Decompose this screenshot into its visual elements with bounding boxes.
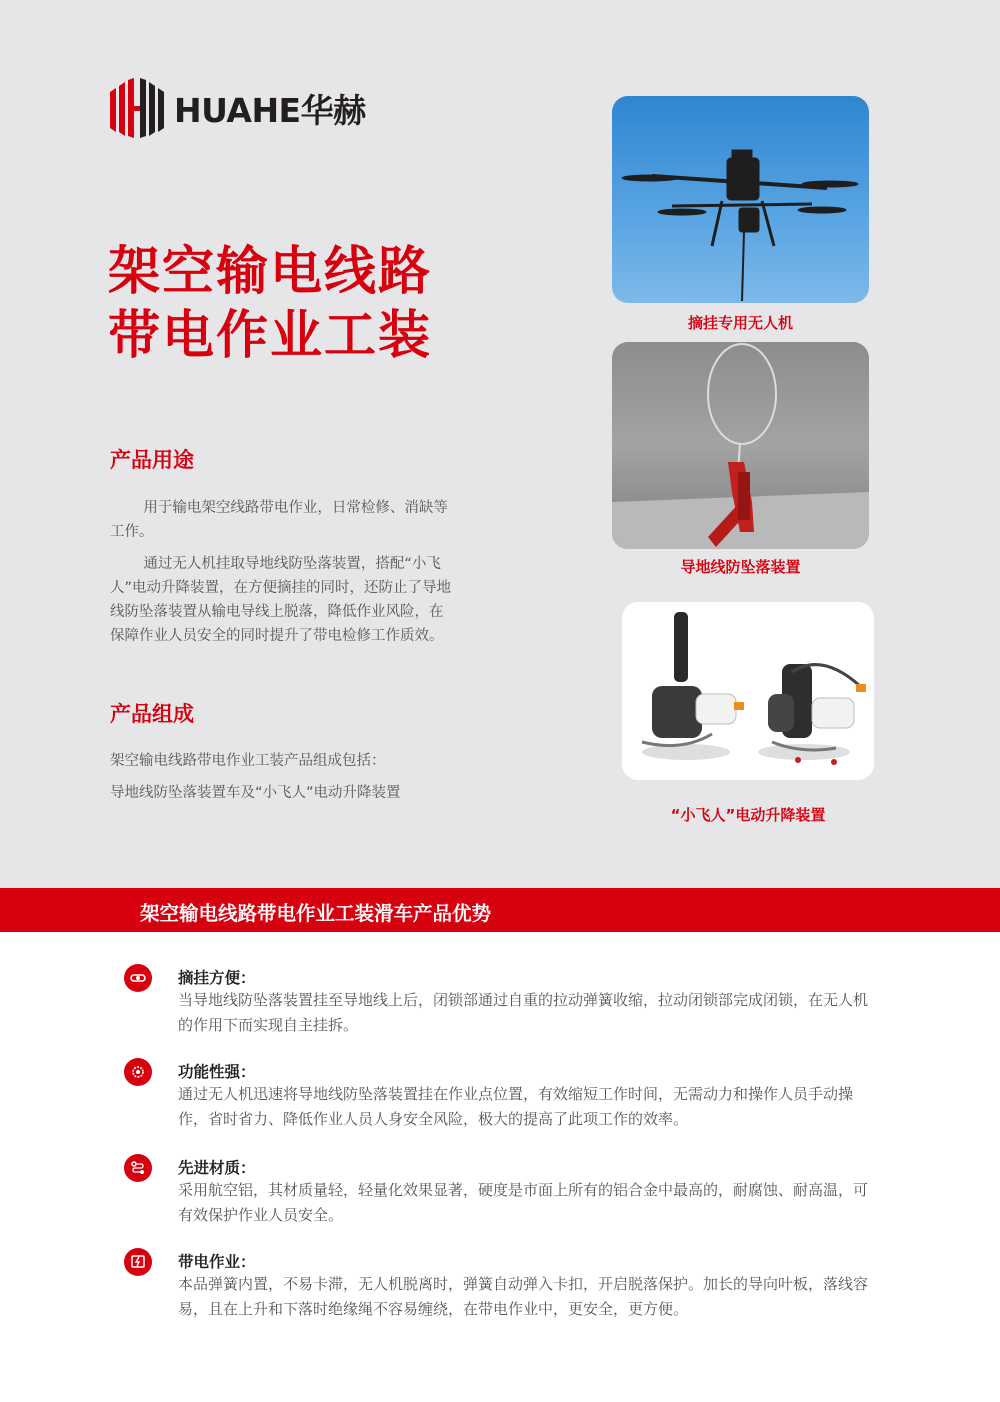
drone-caption: 摘挂专用无人机 (687, 314, 793, 332)
brand-logo (110, 78, 366, 138)
advantage-title: 先进材质： (178, 1159, 256, 1177)
huahe-logo-icon (110, 78, 164, 138)
hook-device-photo (612, 342, 869, 549)
advantage-title: 摘挂方便： (178, 969, 256, 987)
composition-line-2: 导地线防坠落装置车及“小飞人”电动升降装置 (110, 785, 401, 801)
advantage-item-easy-hang (124, 964, 884, 1034)
advantage-item-live-work (124, 1248, 884, 1318)
composition-line-1: 架空输电线路带电作业工装产品组成包括： (110, 753, 386, 769)
advantage-title: 功能性强： (178, 1063, 256, 1081)
lift-device-photo (622, 602, 874, 780)
route-icon (124, 1154, 152, 1182)
usage-paragraph-2: 通过无人机挂取导地线防坠落装置，搭配“小飞人”电动升降装置，在方便摘挂的同时，还防止了导地线防坠落装置从输电导线上脱落，降低作业风险，在保障作业人员安全的同时提升了带电检修工作质效。 (110, 556, 452, 644)
pulley-icon (124, 964, 152, 992)
advantage-item-material (124, 1154, 884, 1224)
hook-device-icon (612, 342, 869, 549)
composition-heading: 产品组成 (110, 702, 194, 726)
page-title: 架空输电线路 带电作业工装 (108, 242, 433, 366)
brand-name: HUAHE华赫 (174, 90, 366, 130)
drone-icon (612, 96, 869, 303)
advantage-text: 采用航空铝，其材质量轻，轻量化效果显著，硬度是市面上所有的铝合金中最高的，耐腐蚀、耐高温，可有效保护作业人员安全。 (178, 1181, 869, 1224)
voltage-icon (124, 1248, 152, 1276)
hook-device-caption: 导地线防坠落装置 (680, 558, 801, 576)
gear-icon (124, 1058, 152, 1086)
drone-photo (612, 96, 869, 303)
advantage-text: 当导地线防坠落装置挂至导地线上后，闭锁部通过自重的拉动弹簧收缩，拉动闭锁部完成闭锁，在无人机的作用下而实现自主挂拆。 (178, 991, 869, 1034)
lift-device-icon (622, 602, 874, 780)
advantage-item-functional (124, 1058, 884, 1128)
advantage-text: 本品弹簧内置，不易卡滞，无人机脱离时，弹簧自动弹入卡扣，开启脱落保护。加长的导向叶板，落线容易，且在上升和下落时绝缘绳不容易缠绕，在带电作业中，更安全，更方便。 (178, 1275, 869, 1318)
advantage-text: 通过无人机迅速将导地线防坠落装置挂在作业点位置，有效缩短工作时间，无需动力和操作人员手动操作，省时省力、降低作业人员人身安全风险，极大的提高了此项工作的效率。 (178, 1085, 854, 1128)
advantages-band-title: 架空输电线路带电作业工装滑车产品优势 (140, 902, 492, 925)
lift-device-caption: “小飞人”电动升降装置 (670, 806, 826, 824)
usage-paragraph-1: 用于输电架空线路带电作业，日常检修、消缺等工作。 (110, 500, 448, 540)
usage-heading: 产品用途 (110, 448, 194, 472)
advantage-title: 带电作业： (178, 1253, 256, 1271)
